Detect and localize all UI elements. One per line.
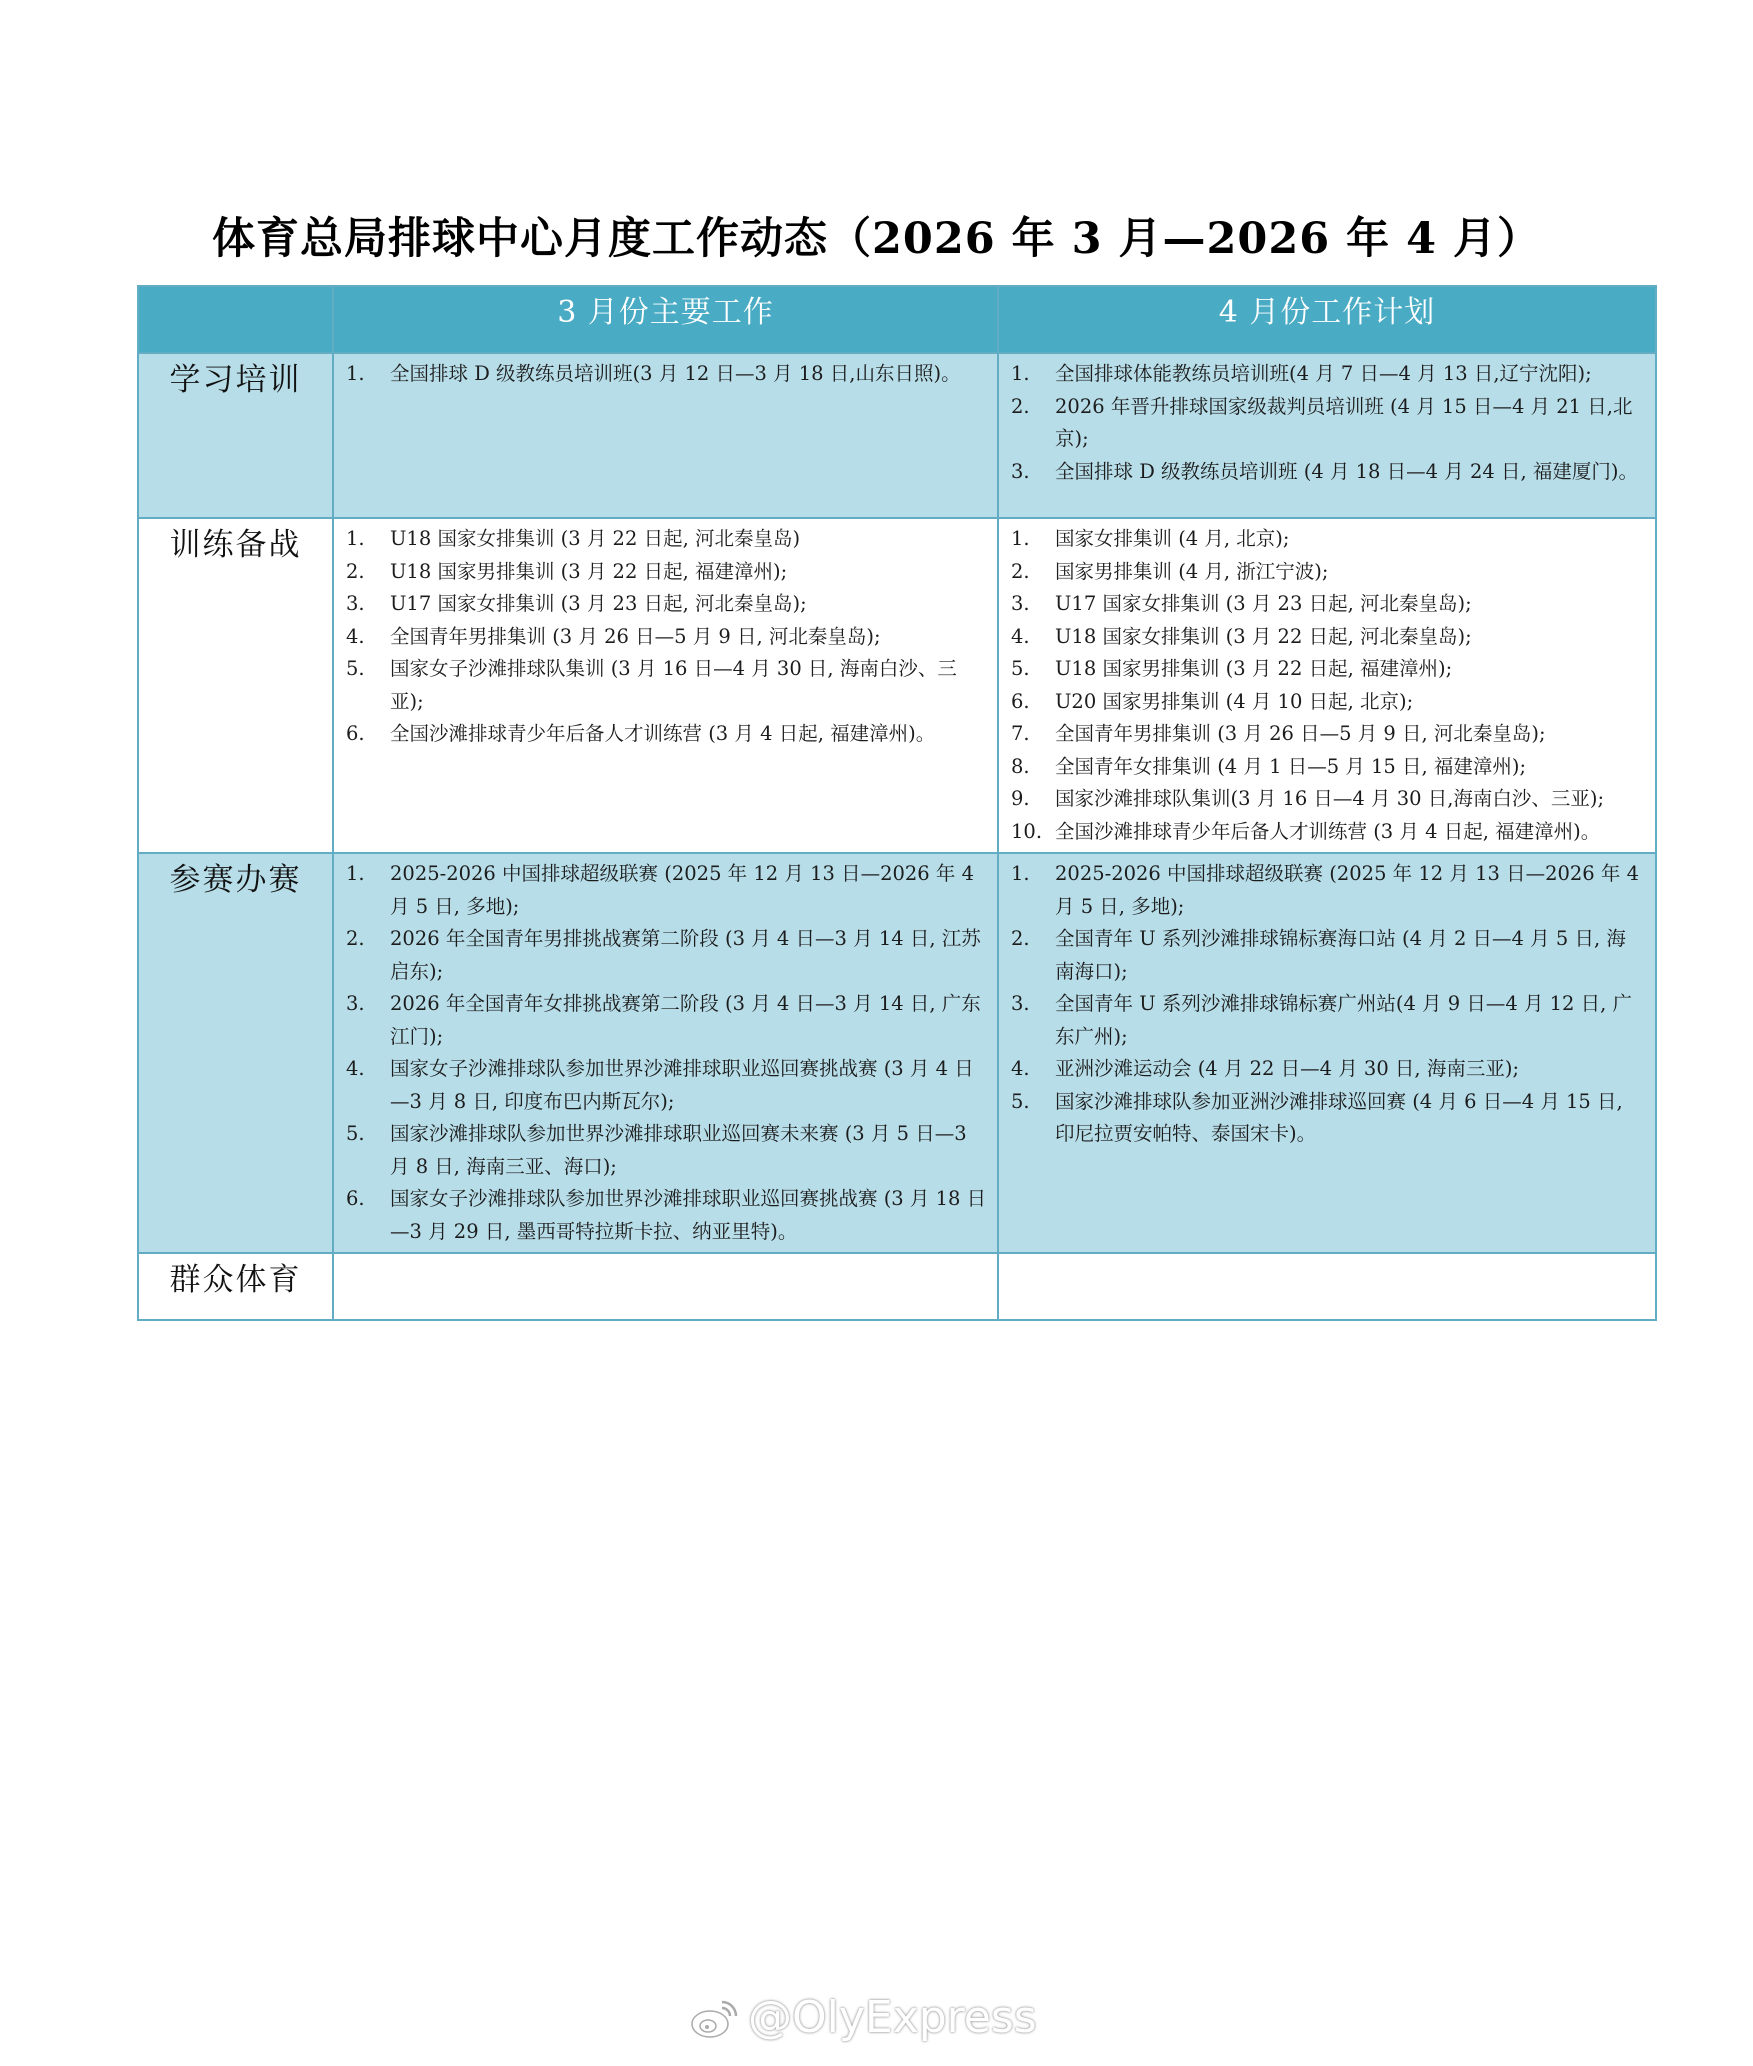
- item-number: 5.: [346, 1122, 365, 1145]
- item-text: 国家男排集训 (4 月, 浙江宁波);: [1055, 559, 1329, 583]
- list-item: [999, 358, 1645, 391]
- item-text: 国家沙滩排球队集训(3 月 16 日—4 月 30 日,海南白沙、三亚);: [1055, 787, 1605, 810]
- list-item: [334, 1053, 987, 1118]
- list-item: [334, 621, 987, 654]
- item-text: 国家沙滩排球队参加世界沙滩排球职业巡回赛未来赛 (3 月 5 日—3 月 8 日, 海南三亚、海口);: [390, 1122, 967, 1178]
- item-text: 国家女排集训 (4 月, 北京);: [1055, 527, 1290, 550]
- item-text: 2026 年全国青年男排挑战赛第二阶段 (3 月 4 日—3 月 14 日, 江苏启东);: [390, 927, 981, 983]
- item-text: 2026 年晋升排球国家级裁判员培训班 (4 月 15 日—4 月 21 日,北京);: [1055, 394, 1633, 450]
- list-item: [999, 816, 1645, 849]
- item-text: 全国沙滩排球青少年后备人才训练营 (3 月 4 日起, 福建漳州)。: [390, 722, 936, 745]
- list-item: [334, 588, 987, 621]
- item-text: 全国排球 D 级教练员培训班(3 月 12 日—3 月 18 日,山东日照)。: [390, 362, 961, 385]
- list-item: [334, 358, 987, 391]
- item-number: 5.: [1011, 1089, 1030, 1113]
- item-text: 亚洲沙滩运动会 (4 月 22 日—4 月 30 日, 海南三亚);: [1055, 1057, 1520, 1080]
- item-number: 1.: [1011, 362, 1030, 385]
- list-item: [999, 556, 1645, 589]
- weibo-icon: [690, 1996, 740, 2040]
- march-cell: [333, 518, 998, 853]
- list-item: [999, 391, 1645, 456]
- item-text: 全国排球体能教练员培训班(4 月 7 日—4 月 13 日,辽宁沈阳);: [1055, 362, 1592, 385]
- item-number: 3.: [346, 592, 365, 615]
- list-item: [999, 621, 1645, 654]
- list-item: [999, 456, 1645, 489]
- category-cell: 参赛办赛: [138, 853, 333, 1253]
- item-number: 3.: [1011, 459, 1030, 483]
- item-number: 6.: [346, 722, 365, 745]
- item-text: 全国青年男排集训 (3 月 26 日—5 月 9 日, 河北秦皇岛);: [390, 624, 881, 648]
- table-header-row: [138, 286, 1656, 353]
- list-item: [999, 751, 1645, 784]
- march-cell: [333, 853, 998, 1253]
- item-number: 6.: [1011, 689, 1030, 713]
- item-number: 8.: [1011, 754, 1030, 778]
- item-number: 2.: [1011, 559, 1030, 583]
- item-number: 10.: [1011, 819, 1043, 843]
- item-text: 全国青年 U 系列沙滩排球锦标赛广州站(4 月 9 日—4 月 12 日, 广东广州);: [1055, 992, 1633, 1048]
- list-item: [334, 653, 987, 718]
- item-text: 国家沙滩排球队参加亚洲沙滩排球巡回赛 (4 月 6 日—4 月 15 日, 印尼拉贾安帕特、泰国宋卡)。: [1055, 1089, 1623, 1145]
- row-competitions: [138, 853, 1656, 1253]
- item-number: 4.: [346, 624, 365, 648]
- watermark: [690, 1990, 1037, 2045]
- item-number: 1.: [346, 362, 365, 385]
- item-number: 3.: [1011, 592, 1030, 615]
- item-number: 6.: [346, 1187, 365, 1210]
- item-text: U18 国家女排集训 (3 月 22 日起, 河北秦皇岛);: [1055, 624, 1472, 648]
- item-text: U17 国家女排集训 (3 月 23 日起, 河北秦皇岛);: [1055, 592, 1472, 615]
- item-number: 5.: [1011, 657, 1030, 680]
- list-item: [334, 1183, 987, 1248]
- list-item: [334, 988, 987, 1053]
- item-text: U18 国家女排集训 (3 月 22 日起, 河北秦皇岛): [390, 527, 801, 550]
- item-text: U17 国家女排集训 (3 月 23 日起, 河北秦皇岛);: [390, 592, 807, 615]
- list-item: [999, 1053, 1645, 1086]
- item-text: 全国青年 U 系列沙滩排球锦标赛海口站 (4 月 2 日—4 月 5 日, 海南海口);: [1055, 927, 1626, 983]
- item-text: 国家女子沙滩排球队参加世界沙滩排球职业巡回赛挑战赛 (3 月 18 日—3 月 29 日, 墨西哥特拉斯卡拉、纳亚里特)。: [390, 1187, 987, 1243]
- page-title: 体育总局排球中心月度工作动态（2026 年 3 月—2026 年 4 月）: [211, 214, 1541, 264]
- april-cell: [998, 518, 1656, 853]
- list-item: [334, 556, 987, 589]
- work-table: [137, 285, 1657, 1321]
- list-item: [334, 858, 987, 923]
- category-cell: 学习培训: [138, 353, 333, 518]
- item-text: 2026 年全国青年女排挑战赛第二阶段 (3 月 4 日—3 月 14 日, 广东江门);: [390, 992, 981, 1048]
- list-item: [999, 923, 1645, 988]
- item-number: 1.: [1011, 862, 1030, 885]
- item-number: 9.: [1011, 787, 1030, 810]
- item-text: 2025-2026 中国排球超级联赛 (2025 年 12 月 13 日—2026 年 4 月 5 日, 多地);: [390, 862, 975, 918]
- item-number: 7.: [1011, 722, 1030, 745]
- item-text: 国家女子沙滩排球队参加世界沙滩排球职业巡回赛挑战赛 (3 月 4 日—3 月 8 日, 印度布巴内斯瓦尔);: [390, 1057, 974, 1113]
- list-item: [999, 523, 1645, 556]
- item-number: 1.: [346, 527, 365, 550]
- header-april: 4 月份工作计划: [998, 286, 1656, 353]
- item-text: U18 国家男排集训 (3 月 22 日起, 福建漳州);: [390, 559, 788, 583]
- march-cell: [333, 353, 998, 518]
- item-text: U20 国家男排集训 (4 月 10 日起, 北京);: [1055, 689, 1414, 713]
- item-number: 5.: [346, 657, 365, 680]
- april-cell: [998, 853, 1656, 1253]
- list-item: [999, 1086, 1645, 1151]
- list-item: [999, 718, 1645, 751]
- list-item: [334, 923, 987, 988]
- item-number: 2.: [346, 559, 365, 583]
- list-item: [999, 783, 1645, 816]
- list-item: [334, 1118, 987, 1183]
- item-number: 4.: [1011, 1057, 1030, 1080]
- item-text: 国家女子沙滩排球队集训 (3 月 16 日—4 月 30 日, 海南白沙、三亚);: [390, 657, 957, 713]
- item-number: 2.: [346, 927, 365, 950]
- list-item: [999, 686, 1645, 719]
- header-march: 3 月份主要工作: [333, 286, 998, 353]
- list-item: [999, 858, 1645, 923]
- item-text: 全国青年女排集训 (4 月 1 日—5 月 15 日, 福建漳州);: [1055, 754, 1527, 778]
- row-mass-sports: [138, 1253, 1656, 1320]
- list-item: [334, 718, 987, 751]
- item-number: 4.: [1011, 624, 1030, 648]
- item-number: 3.: [346, 992, 365, 1015]
- header-category: [138, 286, 333, 353]
- item-number: 4.: [346, 1057, 365, 1080]
- item-number: 2.: [1011, 394, 1030, 418]
- item-text: 全国沙滩排球青少年后备人才训练营 (3 月 4 日起, 福建漳州)。: [1055, 819, 1601, 843]
- item-number: 1.: [346, 862, 365, 885]
- list-item: [999, 653, 1645, 686]
- category-cell: 群众体育: [138, 1253, 333, 1320]
- category-cell: 训练备战: [138, 518, 333, 853]
- item-number: 1.: [1011, 527, 1030, 550]
- march-cell: [333, 1253, 998, 1320]
- list-item: [999, 988, 1645, 1053]
- item-text: 2025-2026 中国排球超级联赛 (2025 年 12 月 13 日—2026 年 4 月 5 日, 多地);: [1055, 862, 1640, 918]
- item-text: 全国青年男排集训 (3 月 26 日—5 月 9 日, 河北秦皇岛);: [1055, 722, 1546, 745]
- watermark-text: @OlyExpress: [748, 1992, 1037, 2043]
- row-training-prep: [138, 518, 1656, 853]
- item-text: U18 国家男排集训 (3 月 22 日起, 福建漳州);: [1055, 657, 1453, 680]
- list-item: [999, 588, 1645, 621]
- april-cell: [998, 1253, 1656, 1320]
- item-number: 3.: [1011, 992, 1030, 1015]
- list-item: [334, 523, 987, 556]
- april-cell: [998, 353, 1656, 518]
- item-number: 2.: [1011, 927, 1030, 950]
- item-text: 全国排球 D 级教练员培训班 (4 月 18 日—4 月 24 日, 福建厦门)。: [1055, 459, 1638, 483]
- row-study-training: [138, 353, 1656, 518]
